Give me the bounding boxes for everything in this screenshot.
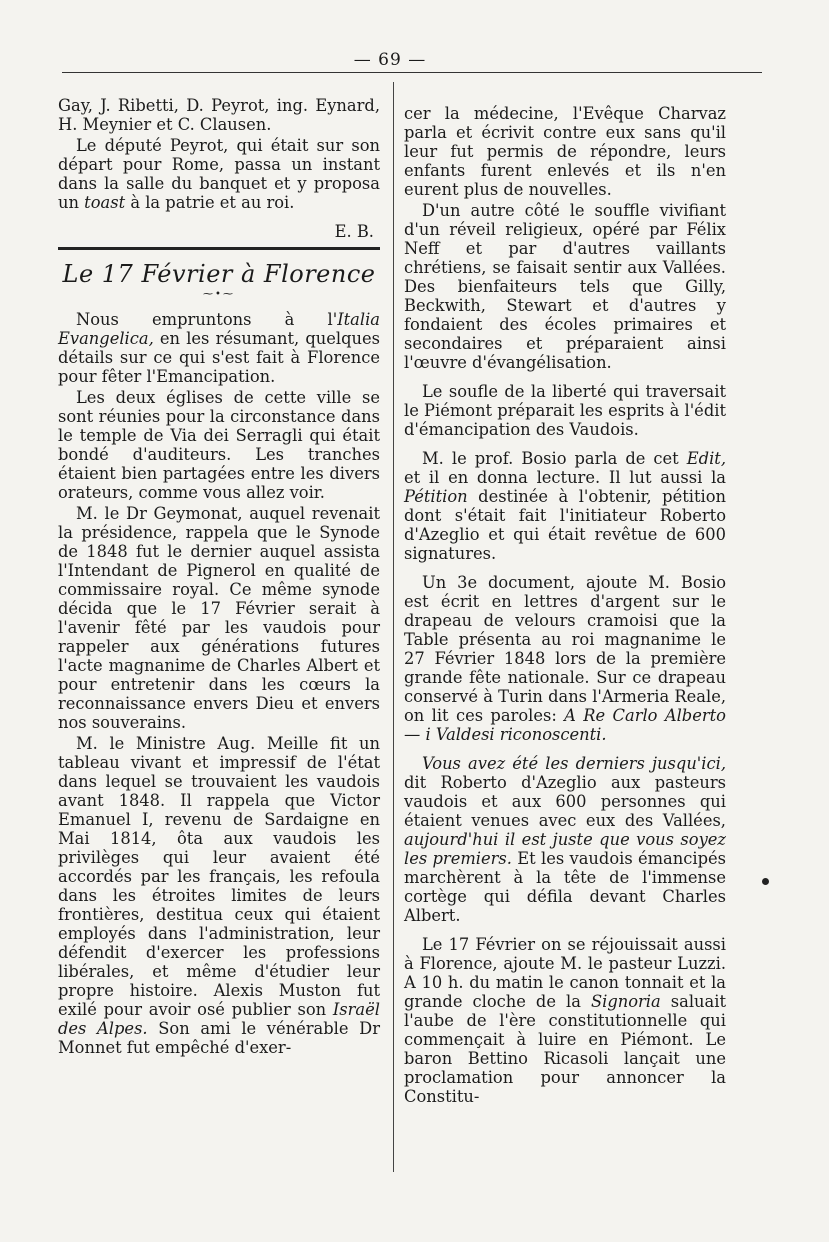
column-divider (393, 82, 394, 1172)
left-paragraph-5: M. le Dr Geymonat, auquel revenait la présidence, rappela que le Synode de 1848 fut le dernier auquel assista l'Intendant de Pignerol en qualité de commissaire royal. Ce même synode décida que le 17 Février serait à l'avenir fêté par les vaudois pour rappeler aux générations futures l'acte magnanime de Charles Albert et pour entretenir dans les cœurs la reconnaissance envers Dieu et envers nos souverains. (58, 504, 380, 732)
title-rule (58, 247, 380, 250)
left-column (58, 96, 380, 1057)
right-column (404, 104, 726, 1106)
page-number: — 69 — (353, 50, 427, 70)
left-paragraph-6: M. le Ministre Aug. Meille fit un tableau vivant et impressif de l'état dans lequel se trouvaient les vaudois avant 1848. Il rappela que Victor Emanuel I, revenu de Sardaigne en Mai 1814, ôta aux vaudois les privilèges qui leur avaient été accordés par les français, les refoula dans les étroites limites de leurs frontières, destitua ceux qui étaient employés dans l'administration, leur défendit d'exercer les professions libérales, et même d'étudier leur propre histoire. Alexis Muston fut exilé pour avoir osé publier son Israël des Alpes. Son ami le vénérable Dr Monnet fut empêché d'exer- (58, 734, 380, 1057)
left-paragraph-2: Le député Peyrot, qui était sur son départ pour Rome, passa un instant dans la salle du banquet et y proposa un toast à la patrie et au roi. (58, 136, 380, 212)
header-rule (62, 72, 762, 73)
right-paragraph-2: D'un autre côté le souffle vivifiant d'un réveil religieux, opéré par Félix Neff et par d'autres vaillants chrétiens, se faisait sentir aux Vallées. Des bienfaiteurs tels que Gilly, Beckwith, Stewart et d'autres y fondaient des écoles primaires et secondaires et préparaient ainsi l'œuvre d'évangélisation. (404, 201, 726, 372)
right-paragraph-5: Un 3e document, ajoute M. Bosio est écrit en lettres d'argent sur le drapeau de velours cramoisi que la Table présenta au roi magnanime le 27 Février 1848 lors de la première grande fête nationale. Sur ce drapeau conservé à Turin dans l'Armeria Reale, on lit ces paroles: A Re Carlo Alberto — i Valdesi riconoscenti. (404, 573, 726, 744)
article-title: Le 17 Février à Florence (62, 260, 376, 288)
margin-dot (762, 878, 769, 885)
left-paragraph-3: Nous empruntons à l'Italia Evangelica, en les résumant, quelques détails sur ce qui s'est fait à Florence pour fêter l'Emancipation. (58, 310, 380, 386)
signature: E. B. (334, 222, 374, 241)
ornament: ⁓•⁓ (203, 289, 235, 300)
left-paragraph-4: Les deux églises de cette ville se sont réunies pour la circonstance dans le temple de Via dei Serragli qui était bondé d'auditeurs. Les tranches étaient bien partagées entre les divers orateurs, comme vous allez voir. (58, 388, 380, 502)
right-paragraph-4: M. le prof. Bosio parla de cet Edit, et il en donna lecture. Il lut aussi la Pétition destinée à l'obtenir, pétition dont s'était fait l'initiateur Roberto d'Azeglio et qui était revêtue de 600 signatures. (404, 449, 726, 563)
right-paragraph-7: Le 17 Février on se réjouissait aussi à Florence, ajoute M. le pasteur Luzzi. A 10 h. du matin le canon tonnait et la grande cloche de la Signoria saluait l'aube de l'ère constitutionnelle qui commençait à luire en Piémont. Le baron Bettino Ricasoli lançait une proclamation pour annoncer la Constitu- (404, 935, 726, 1106)
right-paragraph-6: Vous avez été les derniers jusqu'ici, dit Roberto d'Azeglio aux pasteurs vaudois et aux 600 personnes qui étaient venues avec eux des Vallées, aujourd'hui il est juste que vous soyez les premiers. Et les vaudois émancipés marchèrent à la tête de l'immense cortège qui défila devant Charles Albert. (404, 754, 726, 925)
right-paragraph-1: cer la médecine, l'Evêque Charvaz parla et écrivit contre eux sans qu'il leur fut permis de répondre, leurs enfants furent enlevés et ils n'en eurent plus de nouvelles. (404, 104, 726, 199)
left-paragraph-1: Gay, J. Ribetti, D. Peyrot, ing. Eynard, H. Meynier et C. Clausen. (58, 96, 380, 134)
right-paragraph-3: Le soufle de la liberté qui traversait le Piémont préparait les esprits à l'édit d'émancipation des Vaudois. (404, 382, 726, 439)
